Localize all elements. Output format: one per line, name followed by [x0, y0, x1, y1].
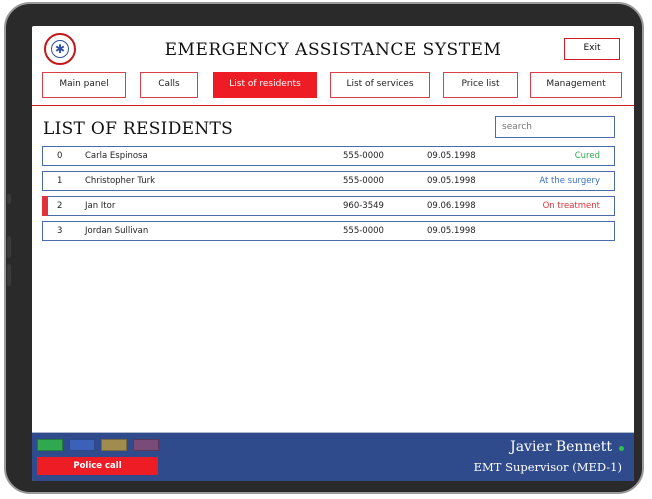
page-title: EMERGENCY ASSISTANCE SYSTEM	[164, 40, 502, 60]
user-role: EMT Supervisor (MED-1)	[473, 460, 622, 474]
resident-row[interactable]	[42, 146, 615, 166]
resident-id: 0	[57, 151, 63, 161]
nav-main-panel[interactable]: Main panel	[42, 72, 126, 98]
police-call-button[interactable]: Police call	[37, 457, 158, 475]
selection-marker	[42, 196, 48, 216]
nav-list-of-services[interactable]: List of services	[330, 72, 430, 98]
resident-date: 09.06.1998	[427, 201, 476, 211]
resident-status: At the surgery	[539, 176, 600, 186]
volume-up-button	[7, 236, 11, 258]
resident-id: 3	[57, 226, 63, 236]
volume-down-button	[7, 264, 11, 286]
resident-date: 09.05.1998	[427, 151, 476, 161]
exit-button[interactable]: Exit	[564, 38, 620, 60]
nav-price-list[interactable]: Price list	[443, 72, 518, 98]
resident-row[interactable]	[42, 171, 615, 191]
status-swatch-olive[interactable]	[101, 439, 127, 451]
status-swatch-blue[interactable]	[69, 439, 95, 451]
footer-bar	[32, 432, 634, 481]
status-swatch-purple[interactable]	[133, 439, 159, 451]
nav-divider	[32, 105, 634, 106]
nav-management[interactable]: Management	[530, 72, 622, 98]
resident-phone: 555-0000	[343, 226, 384, 236]
resident-id: 2	[57, 201, 63, 211]
user-name: Javier Bennett	[510, 439, 612, 455]
resident-row-selected[interactable]	[42, 196, 615, 216]
app-screen	[32, 26, 634, 481]
status-swatch-green[interactable]	[37, 439, 63, 451]
resident-name: Carla Espinosa	[85, 151, 148, 161]
resident-name: Christopher Turk	[85, 176, 156, 186]
resident-status: On treatment	[542, 201, 600, 211]
resident-phone: 960-3549	[343, 201, 384, 211]
search-input[interactable]	[495, 116, 615, 138]
resident-phone: 555-0000	[343, 151, 384, 161]
side-button	[7, 194, 11, 204]
nav-list-of-residents[interactable]: List of residents	[213, 72, 317, 98]
resident-id: 1	[57, 176, 63, 186]
resident-status: Cured	[574, 151, 600, 161]
main-nav	[42, 72, 622, 100]
online-status-icon	[619, 446, 624, 451]
resident-row[interactable]	[42, 221, 615, 241]
resident-name: Jordan Sullivan	[85, 226, 149, 236]
resident-phone: 555-0000	[343, 176, 384, 186]
resident-date: 09.05.1998	[427, 176, 476, 186]
section-title: LIST OF RESIDENTS	[43, 119, 234, 139]
nav-calls[interactable]: Calls	[140, 72, 198, 98]
resident-name: Jan Itor	[85, 201, 116, 211]
star-of-life-icon: ✱	[51, 40, 69, 58]
resident-date: 09.05.1998	[427, 226, 476, 236]
tablet-frame	[4, 2, 644, 494]
